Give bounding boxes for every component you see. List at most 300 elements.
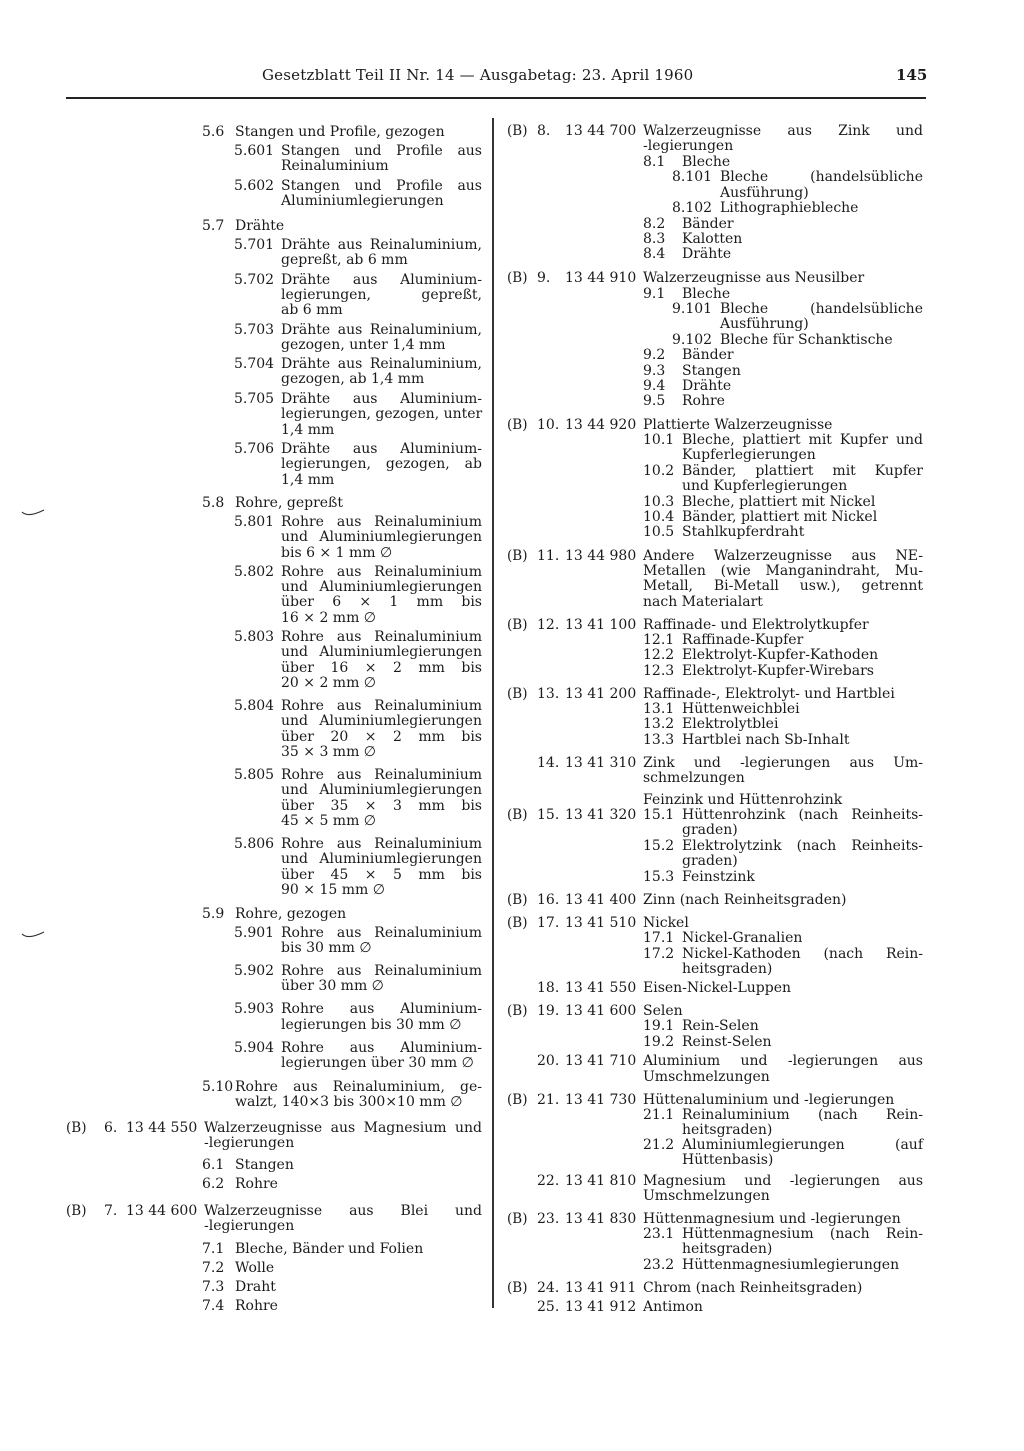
list-item — [0, 961, 1024, 977]
list-item — [0, 509, 1024, 525]
entry-text: Rohre aus Reinaluminium, ge- — [235, 1079, 482, 1095]
entry-text: Bleche für Schanktische — [720, 332, 893, 348]
item-number: 5.702 — [234, 272, 275, 288]
entry-text: 16 × 2 mm ∅ — [281, 610, 376, 626]
catalog-code: 13 44 980 — [565, 548, 637, 564]
list-item — [0, 1122, 1024, 1138]
item-number: 6.2 — [202, 1176, 225, 1192]
entry-text: Drähte — [682, 378, 732, 394]
list-item — [0, 393, 1024, 409]
item-number: 9.3 — [643, 363, 666, 379]
item-number: 9.101 — [672, 301, 713, 317]
page-header — [0, 66, 1024, 88]
header-rule — [66, 97, 926, 99]
position-number: 19. — [537, 1003, 560, 1019]
entry-text: Rohre aus Reinaluminium — [281, 629, 482, 645]
entry-text: Rohre, gezogen — [235, 906, 347, 922]
entry-text: und Aluminiumlegierungen — [281, 644, 482, 660]
entry-text: Umschmelzungen — [643, 1069, 770, 1085]
entry-text: 90 × 15 mm ∅ — [281, 882, 385, 898]
page-number: 145 — [896, 66, 928, 84]
entry-text: Drähte aus Reinaluminium, — [281, 322, 482, 338]
item-number: 5.8 — [202, 495, 225, 511]
entry-text: Drähte aus Reinaluminium, — [281, 237, 482, 253]
b-marker: (B) — [507, 123, 528, 139]
list-item — [0, 301, 1024, 317]
catalog-code: 13 41 710 — [565, 1053, 637, 1069]
list-item — [0, 463, 1024, 479]
catalog-code: 13 41 310 — [565, 755, 637, 771]
item-number: 5.806 — [234, 836, 275, 852]
entry-text: Metall, Bi-Metall usw.), getrennt — [643, 578, 923, 594]
list-item — [0, 701, 1024, 717]
entry-text: Eisen-Nickel-Luppen — [643, 980, 791, 996]
item-number: 23.2 — [643, 1257, 675, 1273]
entry-text: 1,4 mm — [281, 422, 335, 438]
item-number: 8.4 — [643, 246, 666, 262]
item-number: 19.2 — [643, 1034, 675, 1050]
list-item — [0, 1018, 1024, 1034]
entry-text: schmelzungen — [643, 770, 745, 786]
catalog-code: 13 41 600 — [565, 1003, 637, 1019]
entry-text: Drähte — [682, 246, 732, 262]
item-number: 8.2 — [643, 216, 666, 232]
entry-text: -legierungen — [204, 1218, 295, 1234]
entry-text: Rohre aus Reinaluminium — [281, 925, 482, 941]
b-marker: (B) — [507, 1003, 528, 1019]
list-item — [0, 838, 1024, 854]
entry-text: Raffinade-Kupfer — [682, 632, 804, 648]
position-number: 18. — [537, 980, 560, 996]
entry-text: Antimon — [643, 1299, 703, 1315]
entry-text: Nickel-Granalien — [682, 930, 803, 946]
entry-text: Rohre — [682, 393, 725, 409]
entry-text: Hüttenmagnesium und -legierungen — [643, 1211, 901, 1227]
list-item — [0, 980, 1024, 996]
b-marker: (B) — [507, 686, 528, 702]
b-marker: (B) — [66, 1120, 87, 1136]
entry-text: Aluminiumlegierungen — [281, 193, 444, 209]
item-number: 10.1 — [643, 432, 675, 448]
entry-text: Elektrolytblei — [682, 716, 779, 732]
entry-text: Wolle — [235, 1260, 275, 1276]
item-number: 12.1 — [643, 632, 675, 648]
catalog-code: 13 41 100 — [565, 617, 637, 633]
b-marker: (B) — [507, 548, 528, 564]
position-number: 20. — [537, 1053, 560, 1069]
entry-text: Rohre aus Reinaluminium — [281, 514, 482, 530]
entry-text: Walzerzeugnisse aus Neusilber — [643, 270, 865, 286]
entry-text: Rohre aus Reinaluminium — [281, 963, 482, 979]
list-item — [0, 594, 1024, 610]
item-number: 13.2 — [643, 716, 675, 732]
list-item — [0, 1107, 1024, 1123]
entry-text: Bleche — [682, 286, 731, 302]
entry-text: Elektrolyt-Kupfer-Wirebars — [682, 663, 874, 679]
list-item — [0, 185, 1024, 201]
catalog-code: 13 44 920 — [565, 417, 637, 433]
b-marker: (B) — [507, 417, 528, 433]
item-number: 7.3 — [202, 1279, 225, 1295]
entry-text: Reinst-Selen — [682, 1034, 772, 1050]
list-item — [0, 524, 1024, 540]
entry-text: Zinn (nach Reinheitsgraden) — [643, 892, 847, 908]
list-item — [0, 1034, 1024, 1050]
item-number: 13.3 — [643, 732, 675, 748]
entry-text: Elektrolytzink (nach Reinheits- — [682, 838, 923, 854]
list-item — [0, 578, 1024, 594]
entry-text: und Aluminiumlegierungen — [281, 713, 482, 729]
list-item — [0, 1003, 1024, 1019]
position-number: 10. — [537, 417, 560, 433]
entry-text: 1,4 mm — [281, 472, 335, 488]
list-item — [0, 332, 1024, 348]
list-item — [0, 200, 1024, 216]
list-item — [0, 807, 1024, 823]
list-item — [0, 1280, 1024, 1296]
b-marker: (B) — [507, 1092, 528, 1108]
entry-text: Nickel-Kathoden (nach Rein- — [682, 946, 923, 962]
list-item — [0, 447, 1024, 463]
entry-text: über 35 × 3 mm bis — [281, 798, 482, 814]
entry-text: Stangen und Profile aus — [281, 178, 482, 194]
entry-text: Bleche, plattiert mit Kupfer und — [682, 432, 923, 448]
item-number: 5.704 — [234, 356, 275, 372]
item-number: 5.902 — [234, 963, 275, 979]
list-item — [0, 1069, 1024, 1085]
entry-text: und Aluminiumlegierungen — [281, 851, 482, 867]
list-item — [0, 316, 1024, 332]
list-item — [0, 432, 1024, 448]
item-number: 8.102 — [672, 200, 713, 216]
catalog-code: 13 41 830 — [565, 1211, 637, 1227]
item-number: 9.2 — [643, 347, 666, 363]
item-number: 5.9 — [202, 906, 225, 922]
entry-text: graden) — [682, 853, 738, 869]
entry-text: Aluminiumlegierungen (auf — [682, 1137, 923, 1153]
entry-text: 35 × 3 mm ∅ — [281, 744, 376, 760]
item-number: 9.1 — [643, 286, 666, 302]
item-number: 12.2 — [643, 647, 675, 663]
entry-text: Rohre aus Aluminium- — [281, 1040, 482, 1056]
item-number: 6.1 — [202, 1157, 225, 1173]
entry-text: Rohre, gepreßt — [235, 495, 344, 511]
item-number: 7.1 — [202, 1241, 225, 1257]
item-number: 7.4 — [202, 1298, 225, 1314]
entry-text: legierungen, gezogen, ab — [281, 456, 482, 472]
item-number: 15.2 — [643, 838, 675, 854]
entry-text: graden) — [682, 822, 738, 838]
entry-text: -legierungen — [204, 1135, 295, 1151]
entry-text: Rohre aus Aluminium- — [281, 1001, 482, 1017]
b-marker: (B) — [507, 915, 528, 931]
position-number: 12. — [537, 617, 560, 633]
catalog-code: 13 41 510 — [565, 915, 637, 931]
entry-text: Bleche — [682, 154, 731, 170]
position-number: 13. — [537, 686, 560, 702]
item-number: 5.601 — [234, 143, 275, 159]
b-marker: (B) — [507, 807, 528, 823]
b-marker: (B) — [507, 1211, 528, 1227]
entry-text: legierungen bis 30 mm ∅ — [281, 1017, 462, 1033]
entry-text: Bänder — [682, 216, 734, 232]
list-item — [0, 755, 1024, 771]
list-item — [0, 1137, 1024, 1153]
item-number: 15.1 — [643, 807, 675, 823]
entry-text: und Aluminiumlegierungen — [281, 782, 482, 798]
entry-text: über 45 × 5 mm bis — [281, 867, 482, 883]
item-number: 5.705 — [234, 391, 275, 407]
catalog-code: 13 41 912 — [565, 1299, 637, 1315]
item-number: 5.7 — [202, 218, 225, 234]
entry-text: über 30 mm ∅ — [281, 978, 384, 994]
item-number: 9.4 — [643, 378, 666, 394]
list-item — [0, 686, 1024, 702]
list-item — [0, 930, 1024, 946]
entry-text: und Kupferlegierungen — [682, 478, 848, 494]
item-number: 17.1 — [643, 930, 675, 946]
list-item — [0, 563, 1024, 579]
entry-text: Selen — [643, 1003, 683, 1019]
list-item — [0, 154, 1024, 170]
entry-text: walzt, 140×3 bis 300×10 mm ∅ — [235, 1094, 463, 1110]
entry-text: Kalotten — [682, 231, 743, 247]
entry-text: Walzerzeugnisse aus Blei und — [204, 1203, 482, 1219]
position-number: 22. — [537, 1173, 560, 1189]
list-item — [0, 347, 1024, 363]
list-item — [0, 138, 1024, 154]
entry-text: Rohre aus Reinaluminium — [281, 767, 482, 783]
catalog-code: 13 41 400 — [565, 892, 637, 908]
position-number: 7. — [104, 1203, 118, 1219]
catalog-code: 13 41 550 — [565, 980, 637, 996]
entry-text: Rohre aus Reinaluminium — [281, 698, 482, 714]
entry-text: Magnesium und -legierungen aus — [643, 1173, 923, 1189]
item-number: 5.903 — [234, 1001, 275, 1017]
entry-text: Umschmelzungen — [643, 1188, 770, 1204]
entry-text: Rohre — [235, 1176, 278, 1192]
entry-text: Hüttenweichblei — [682, 701, 800, 717]
entry-text: Nickel — [643, 915, 689, 931]
entry-text: gezogen, unter 1,4 mm — [281, 337, 446, 353]
entry-text: nach Materialart — [643, 594, 763, 610]
catalog-code: 13 44 700 — [565, 123, 637, 139]
list-item — [0, 1226, 1024, 1242]
entry-text: Hüttenmagnesiumlegierungen — [682, 1257, 900, 1273]
entry-text: Raffinade-, Elektrolyt- und Hartblei — [643, 686, 895, 702]
item-number: 5.804 — [234, 698, 275, 714]
entry-text: Bleche, plattiert mit Nickel — [682, 494, 876, 510]
list-item — [0, 946, 1024, 962]
entry-text: Drähte aus Aluminium- — [281, 272, 482, 288]
entry-text: Drähte aus Aluminium- — [281, 391, 482, 407]
entry-text: Andere Walzerzeugnisse aus NE- — [643, 548, 923, 564]
item-number: 5.803 — [234, 629, 275, 645]
entry-text: gezogen, ab 1,4 mm — [281, 371, 425, 387]
list-item — [0, 632, 1024, 648]
entry-text: Bleche, Bänder und Folien — [235, 1241, 424, 1257]
list-item — [0, 1299, 1024, 1315]
item-number: 5.805 — [234, 767, 275, 783]
catalog-code: 13 44 550 — [126, 1120, 198, 1136]
entry-text: Lithographiebleche — [720, 200, 859, 216]
catalog-code: 13 41 200 — [565, 686, 637, 702]
entry-text: über 6 × 1 mm bis — [281, 594, 482, 610]
list-item — [0, 478, 1024, 494]
entry-text: und Aluminiumlegierungen — [281, 579, 482, 595]
position-number: 24. — [537, 1280, 560, 1296]
item-number: 15.3 — [643, 869, 675, 885]
entry-text: Hartblei nach Sb-Inhalt — [682, 732, 850, 748]
list-item — [0, 1241, 1024, 1257]
catalog-code: 13 44 910 — [565, 270, 637, 286]
entry-text: Hüttenrohzink (nach Reinheits- — [682, 807, 923, 823]
entry-text: Stangen — [235, 1157, 294, 1173]
list-item — [0, 770, 1024, 786]
entry-text: Walzerzeugnisse aus Zink und — [643, 123, 923, 139]
list-item — [0, 663, 1024, 679]
list-item — [0, 494, 1024, 510]
list-item — [0, 1092, 1024, 1108]
entry-text: Ausführung) — [720, 316, 809, 332]
list-item — [0, 617, 1024, 633]
list-item — [0, 822, 1024, 838]
item-number: 5.703 — [234, 322, 275, 338]
list-item — [0, 915, 1024, 931]
item-number: 5.10 — [202, 1079, 234, 1095]
item-number: 19.1 — [643, 1018, 675, 1034]
entry-text: Draht — [235, 1279, 276, 1295]
item-number: 7.2 — [202, 1260, 225, 1276]
item-number: 5.6 — [202, 124, 225, 140]
entry-text: Metallen (wie Manganindraht, Mu- — [643, 563, 923, 579]
entry-text: Hüttenaluminium und -legierungen — [643, 1092, 895, 1108]
list-item — [0, 716, 1024, 732]
entry-text: Chrom (nach Reinheitsgraden) — [643, 1280, 863, 1296]
position-number: 15. — [537, 807, 560, 823]
entry-text: legierungen, gezogen, unter — [281, 406, 483, 422]
item-number: 5.701 — [234, 237, 275, 253]
list-item — [0, 892, 1024, 908]
entry-text: Rein-Selen — [682, 1018, 759, 1034]
list-item — [0, 123, 1024, 139]
entry-text: Stangen und Profile aus — [281, 143, 482, 159]
entry-text: Rohre — [235, 1298, 278, 1314]
list-item — [0, 869, 1024, 885]
item-number: 10.5 — [643, 524, 675, 540]
item-number: 10.3 — [643, 494, 675, 510]
entry-text: Bänder, plattiert mit Kupfer — [682, 463, 923, 479]
list-item — [0, 270, 1024, 286]
list-item — [0, 1211, 1024, 1227]
entry-text: Elektrolyt-Kupfer-Kathoden — [682, 647, 879, 663]
item-number: 5.706 — [234, 441, 275, 457]
entry-text: -legierungen — [643, 138, 734, 154]
list-item — [0, 548, 1024, 564]
entry-text: 45 × 5 mm ∅ — [281, 813, 376, 829]
entry-text: ab 6 mm — [281, 302, 343, 318]
entry-text: und Aluminiumlegierungen — [281, 529, 482, 545]
list-item — [0, 792, 1024, 808]
position-number: 14. — [537, 755, 560, 771]
entry-text: Rohre aus Reinaluminium — [281, 836, 482, 852]
b-marker: (B) — [507, 1280, 528, 1296]
entry-text: Stangen — [682, 363, 741, 379]
list-item — [0, 169, 1024, 185]
entry-text: Bleche (handelsübliche — [720, 169, 923, 185]
entry-text: über 16 × 2 mm bis — [281, 660, 482, 676]
item-number: 5.904 — [234, 1040, 275, 1056]
item-number: 5.801 — [234, 514, 275, 530]
catalog-code: 13 41 730 — [565, 1092, 637, 1108]
item-number: 23.1 — [643, 1226, 675, 1242]
entry-text: Ausführung) — [720, 185, 809, 201]
entry-text: heitsgraden) — [682, 1241, 773, 1257]
list-item — [0, 231, 1024, 247]
item-number: 21.1 — [643, 1107, 675, 1123]
entry-text: über 20 × 2 mm bis — [281, 729, 482, 745]
entry-text: Bänder — [682, 347, 734, 363]
entry-text: Feinzink und Hüttenrohzink — [643, 792, 843, 808]
b-marker: (B) — [507, 270, 528, 286]
list-item — [0, 246, 1024, 262]
entry-text: bis 30 mm ∅ — [281, 940, 372, 956]
position-number: 6. — [104, 1120, 118, 1136]
catalog-code: 13 44 600 — [126, 1203, 198, 1219]
entry-text: Plattierte Walzerzeugnisse — [643, 417, 833, 433]
position-number: 11. — [537, 548, 560, 564]
entry-text: Drähte aus Aluminium- — [281, 441, 482, 457]
entry-text: gepreßt, ab 6 mm — [281, 252, 408, 268]
item-number: 5.802 — [234, 564, 275, 580]
entry-text: Hüttenmagnesium (nach Rein- — [682, 1226, 923, 1242]
entry-text: Bänder, plattiert mit Nickel — [682, 509, 878, 525]
list-item — [0, 1152, 1024, 1168]
entry-text: heitsgraden) — [682, 961, 773, 977]
list-item — [0, 363, 1024, 379]
entry-text: Kupferlegierungen — [682, 447, 816, 463]
item-number: 8.1 — [643, 154, 666, 170]
item-number: 10.2 — [643, 463, 675, 479]
item-number: 5.901 — [234, 925, 275, 941]
entry-text: Zink und -legierungen aus Um- — [643, 755, 923, 771]
entry-text: Walzerzeugnisse aus Magnesium und — [204, 1120, 482, 1136]
item-number: 17.2 — [643, 946, 675, 962]
entry-text: Drähte aus Reinaluminium, — [281, 356, 482, 372]
list-item — [0, 1257, 1024, 1273]
list-item — [0, 853, 1024, 869]
item-number: 13.1 — [643, 701, 675, 717]
item-number: 12.3 — [643, 663, 675, 679]
list-item — [0, 417, 1024, 433]
position-number: 16. — [537, 892, 560, 908]
position-number: 25. — [537, 1299, 560, 1315]
position-number: 23. — [537, 1211, 560, 1227]
entry-text: Reinaluminium — [281, 158, 389, 174]
header-title: Gesetzblatt Teil II Nr. 14 — Ausgabetag: 23. April 1960 — [262, 66, 694, 84]
item-number: 8.3 — [643, 231, 666, 247]
item-number: 21.2 — [643, 1137, 675, 1153]
list-item — [0, 286, 1024, 302]
catalog-code: 13 41 810 — [565, 1173, 637, 1189]
list-item — [0, 216, 1024, 232]
list-item — [0, 1188, 1024, 1204]
entry-text: Feinstzink — [682, 869, 755, 885]
entry-text: heitsgraden) — [682, 1122, 773, 1138]
catalog-code: 13 41 320 — [565, 807, 637, 823]
position-number: 21. — [537, 1092, 560, 1108]
position-number: 8. — [537, 123, 551, 139]
